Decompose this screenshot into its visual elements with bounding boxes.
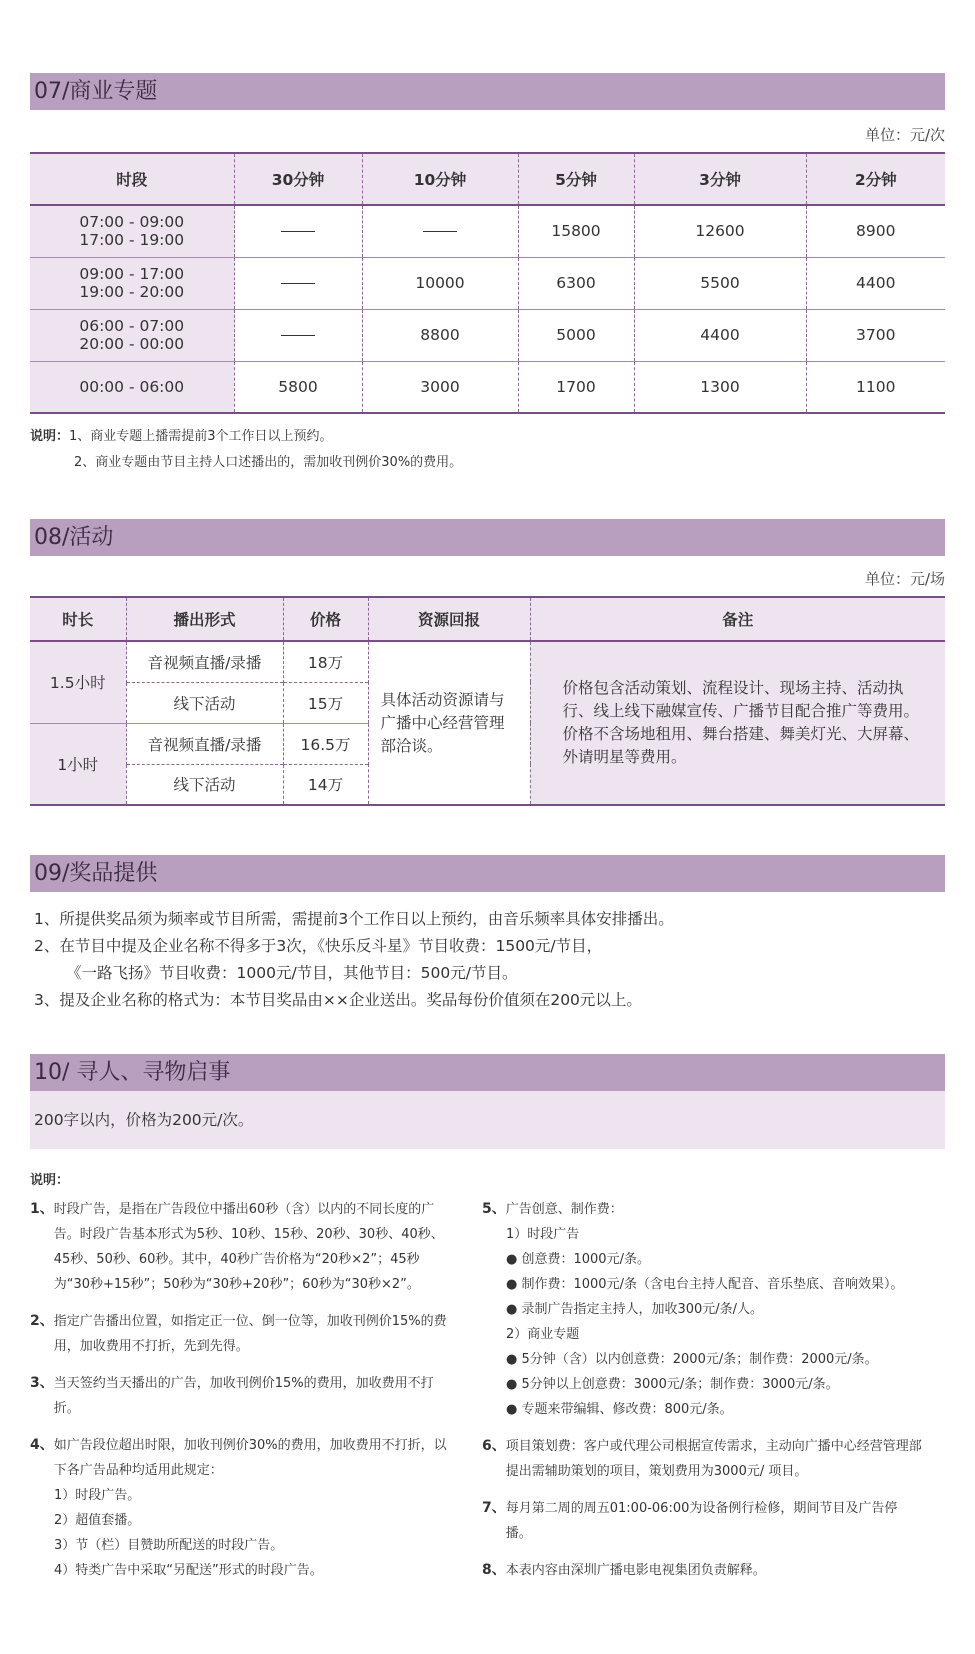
price-cell: 10000 xyxy=(362,257,518,309)
price-cell: 5000 xyxy=(518,309,634,361)
footnotes-left-column xyxy=(30,1197,450,1595)
price-cell: 4400 xyxy=(806,257,945,309)
note-label: 说明： xyxy=(30,429,70,444)
section-07-title: 07/商业专题 xyxy=(30,73,945,110)
empty-dash xyxy=(281,283,315,284)
bullet-item: ● 制作费：1000元/条（含电台主持人配音、音乐垫底、音响效果）。 xyxy=(506,1277,904,1292)
footnote-item: 2、 指定广告播出位置，如指定正一位、倒一位等，加收刊例价15%的费用，加收费用不打折，先到先得。 xyxy=(30,1313,447,1354)
price-cell xyxy=(234,257,362,309)
sub-item: 1）时段广告 xyxy=(506,1227,580,1242)
section-09-title: 09/奖品提供 xyxy=(30,855,945,892)
bullet-item: ● 录制广告指定主持人，加收300元/条/人。 xyxy=(506,1302,764,1317)
price-cell: 16.5万 xyxy=(283,723,368,764)
footnote-item: 4、 如广告段位超出时限，加收刊例价30%的费用，加收费用不打折，以下各广告品种均适用此规定： 1）时段广告。 2）超值套播。 3）节（栏）目赞助所配送的时段广告。 4）特类广告中采取“另配送”形式的时段广告。 xyxy=(30,1433,450,1583)
table-header-row xyxy=(30,153,945,205)
price-cell: 1300 xyxy=(634,361,806,413)
rule-line: 《一路飞扬》节目收费：1000元/节目，其他节目：500元/节目。 xyxy=(66,964,518,982)
section-10-body: 200字以内，价格为200元/次。 xyxy=(30,1091,945,1149)
footnotes xyxy=(30,1168,945,1595)
price-cell: 3000 xyxy=(362,361,518,413)
price-cell: 12600 xyxy=(634,205,806,257)
bullet-icon: ● xyxy=(506,1377,522,1392)
activity-table xyxy=(30,596,945,806)
footnote-label: 说明： xyxy=(30,1173,70,1188)
price-cell: 3700 xyxy=(806,309,945,361)
empty-dash xyxy=(281,335,315,336)
col-header-resource: 资源回报 xyxy=(368,597,530,641)
bullet-icon: ● xyxy=(506,1402,522,1417)
note-line: 2、商业专题由节目主持人口述播出的，需加收刊例价30%的费用。 xyxy=(74,455,463,470)
format-cell: 音视频直播/录播 xyxy=(126,723,283,764)
section-08 xyxy=(30,519,945,806)
sub-item: 2）超值套播。 xyxy=(54,1513,141,1528)
bullet-icon: ● xyxy=(506,1302,522,1317)
price-cell: 14万 xyxy=(283,764,368,805)
footnote-item: 8、 本表内容由深圳广播电影电视集团负责解释。 xyxy=(482,1562,766,1578)
duration-cell: 1小时 xyxy=(30,723,126,805)
format-cell: 音视频直播/录播 xyxy=(126,641,283,682)
bullet-icon: ● xyxy=(506,1252,522,1267)
bullet-icon: ● xyxy=(506,1352,522,1367)
resource-cell: 具体活动资源请与广播中心经营管理部洽谈。 xyxy=(368,641,530,805)
section-07 xyxy=(30,73,945,476)
remark-line: 价格包含活动策划、流程设计、现场主持、活动执行、线上线下融媒宣传、广播节目配合推广等费用。 xyxy=(562,679,920,720)
price-cell xyxy=(234,205,362,257)
price-cell: 6300 xyxy=(518,257,634,309)
col-header-remark: 备注 xyxy=(530,597,945,641)
col-header-price: 价格 xyxy=(283,597,368,641)
time-cell: 07:00 - 09:00 17:00 - 19:00 xyxy=(30,205,234,257)
format-cell: 线下活动 xyxy=(126,764,283,805)
sub-item: 3）节（栏）目赞助所配送的时段广告。 xyxy=(54,1538,284,1553)
price-cell: 1700 xyxy=(518,361,634,413)
table-row xyxy=(30,361,945,413)
sub-item: 4）特类广告中采取“另配送”形式的时段广告。 xyxy=(54,1563,323,1578)
section-09 xyxy=(30,855,945,1014)
footnotes-right-column xyxy=(482,1197,922,1595)
sub-item: 1）时段广告。 xyxy=(54,1488,141,1503)
section-10 xyxy=(30,1054,945,1149)
section-08-unit: 单位：元/场 xyxy=(864,570,945,588)
price-cell: 15万 xyxy=(283,682,368,723)
rule-line: 1、所提供奖品须为频率或节目所需，需提前3个工作日以上预约，由音乐频率具体安排播出。 xyxy=(34,910,674,928)
col-header-format: 播出形式 xyxy=(126,597,283,641)
price-cell: 4400 xyxy=(634,309,806,361)
table-header-row xyxy=(30,597,945,641)
table-row xyxy=(30,257,945,309)
col-header-time: 时段 xyxy=(30,153,234,205)
bullet-item: ● 创意费：1000元/条。 xyxy=(506,1252,650,1267)
remark-line: 价格不含场地租用、舞台搭建、舞美灯光、大屏幕、外请明星等费用。 xyxy=(562,725,920,766)
price-cell xyxy=(362,205,518,257)
remark-cell xyxy=(530,641,945,805)
price-cell: 18万 xyxy=(283,641,368,682)
table-row xyxy=(30,641,945,682)
duration-cell: 1.5小时 xyxy=(30,641,126,723)
bullet-icon: ● xyxy=(506,1277,522,1292)
table-row xyxy=(30,205,945,257)
rule-line: 2、在节目中提及企业名称不得多于3次，《快乐反斗星》节目收费：1500元/节目， xyxy=(34,937,603,955)
section-10-title: 10/ 寻人、寻物启事 xyxy=(30,1054,945,1091)
col-header-2min: 2分钟 xyxy=(806,153,945,205)
time-cell: 00:00 - 06:00 xyxy=(30,361,234,413)
note-line: 1、商业专题上播需提前3个工作日以上预约。 xyxy=(69,429,333,444)
sub-item: 2）商业专题 xyxy=(506,1327,580,1342)
footnote-item: 1、 时段广告，是指在广告段位中播出60秒（含）以内的不同长度的广告。时段广告基本形式为5秒、10秒、15秒、20秒、30秒、40秒、45秒、50秒、60秒。其中，40秒广告价格为“20秒×2”；45秒为“30秒+15秒”；50秒为“30秒+20秒”；60秒为“30秒×2”。 xyxy=(30,1201,444,1292)
col-header-10min: 10分钟 xyxy=(362,153,518,205)
col-header-3min: 3分钟 xyxy=(634,153,806,205)
price-cell: 5500 xyxy=(634,257,806,309)
bullet-item: ● 5分钟以上创意费：3000元/条；制作费：3000元/条。 xyxy=(506,1377,839,1392)
section-08-title: 08/活动 xyxy=(30,519,945,556)
price-cell: 1100 xyxy=(806,361,945,413)
col-header-5min: 5分钟 xyxy=(518,153,634,205)
footnote-item: 6、 项目策划费：客户或代理公司根据宣传需求，主动向广播中心经营管理部提出需辅助策划的项目，策划费用为3000元/ 项目。 xyxy=(482,1438,922,1479)
footnote-item: 5、 广告创意、制作费： 1）时段广告 ● 创意费：1000元/条。 ● 制作费：1000元/条（含电台主持人配音、音乐垫底、音响效果）。 ● 录制广告指定主持人，加收300元/条/人。 2）商业专题 ● 5分钟（含）以内创意费：2000元/条；制作费：2000元/条。 ● 5分钟以上创意费：3000元/条；制作费：3000元/条。 ● 专题来带编辑、修改费：800元/条。 xyxy=(482,1197,922,1422)
price-cell: 8800 xyxy=(362,309,518,361)
format-cell: 线下活动 xyxy=(126,682,283,723)
footnote-item: 7、 每月第二周的周五01:00-06:00为设备例行检修，期间节目及广告停播。 xyxy=(482,1500,898,1541)
empty-dash xyxy=(423,231,457,232)
bullet-item: ● 专题来带编辑、修改费：800元/条。 xyxy=(506,1402,733,1417)
rule-line: 3、提及企业名称的格式为：本节目奖品由××企业送出。奖品每份价值须在200元以上。 xyxy=(34,991,642,1009)
commercial-feature-table xyxy=(30,152,945,414)
time-cell: 09:00 - 17:00 19:00 - 20:00 xyxy=(30,257,234,309)
col-header-duration: 时长 xyxy=(30,597,126,641)
footnote-item: 3、 当天签约当天播出的广告，加收刊例价15%的费用，加收费用不打折。 xyxy=(30,1375,434,1416)
prize-rules xyxy=(30,906,945,1014)
price-cell: 5800 xyxy=(234,361,362,413)
empty-dash xyxy=(281,231,315,232)
price-cell: 15800 xyxy=(518,205,634,257)
bullet-item: ● 5分钟（含）以内创意费：2000元/条；制作费：2000元/条。 xyxy=(506,1352,878,1367)
section-07-unit: 单位：元/次 xyxy=(864,126,945,144)
col-header-30min: 30分钟 xyxy=(234,153,362,205)
price-cell: 8900 xyxy=(806,205,945,257)
section-07-notes xyxy=(30,424,945,476)
table-row xyxy=(30,309,945,361)
price-cell xyxy=(234,309,362,361)
time-cell: 06:00 - 07:00 20:00 - 00:00 xyxy=(30,309,234,361)
